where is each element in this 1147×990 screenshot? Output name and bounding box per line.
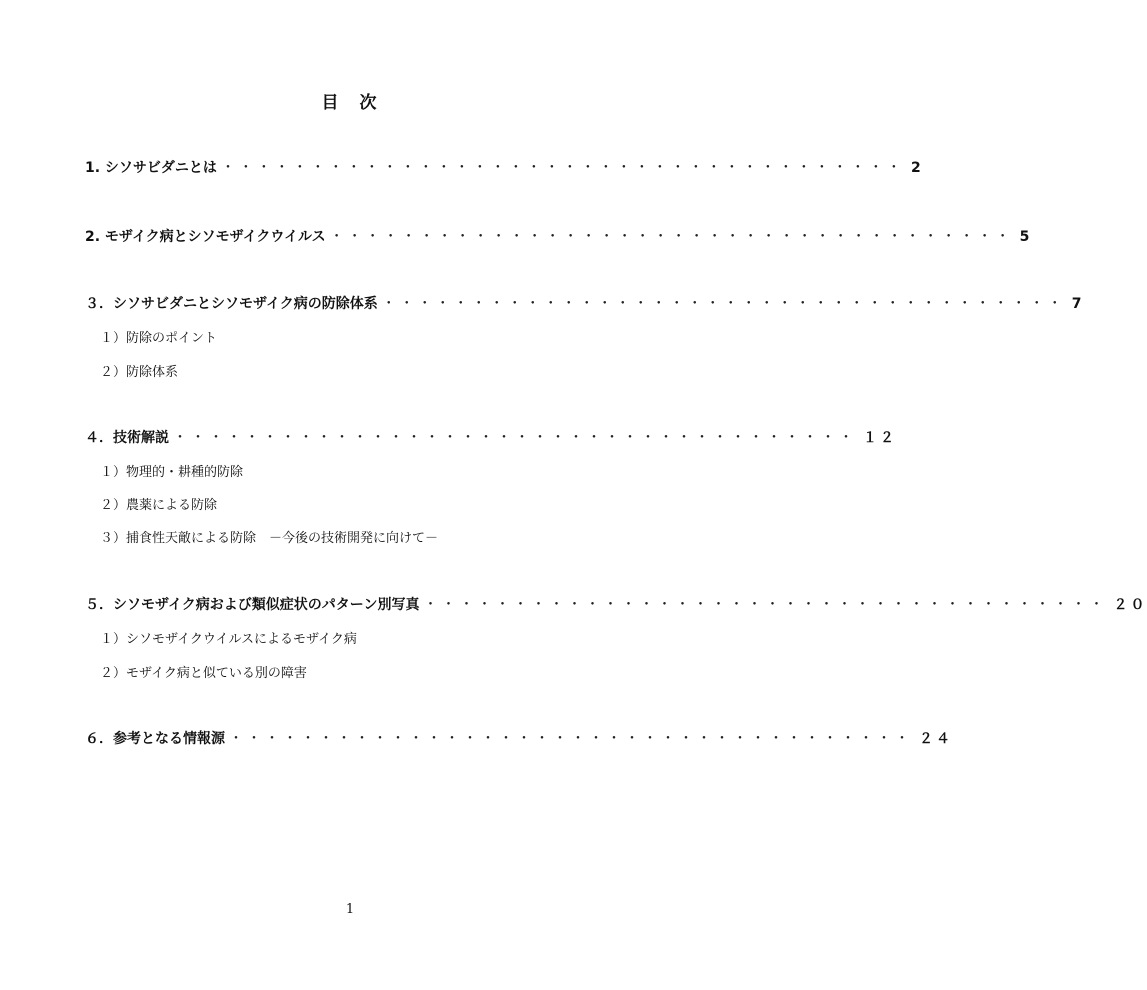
toc-leader-dots: ・・・・・・・・・・・・・・・・・・・・・・・・・・・・・・・・・・・・・・ — [329, 229, 1014, 245]
toc-page-number: ２０ — [1113, 597, 1147, 613]
toc-entry-title: ６．参考となる情報源 — [85, 731, 225, 747]
toc-leader-dots: ・・・・・・・・・・・・・・・・・・・・・・・・・・・・・・・・・・・・・・ — [229, 731, 913, 747]
toc-entry-3[interactable] — [85, 293, 1085, 313]
toc-entry-title: ５．シソモザイク病および類似症状のパターン別写真 — [85, 597, 420, 613]
toc-entry-title: ４．技術解説 — [85, 430, 169, 446]
toc-page-number: 2 — [910, 160, 924, 176]
toc-page-number: 5 — [1019, 229, 1033, 245]
toc-entry-6[interactable] — [85, 728, 953, 748]
toc-page-number: １２ — [863, 430, 897, 446]
toc-page-number: 7 — [1071, 296, 1085, 312]
toc-entry-2[interactable] — [85, 226, 1033, 246]
toc-subentry[interactable]: １）シソモザイクウイルスによるモザイク病 — [100, 632, 357, 647]
toc-entry-4[interactable] — [85, 427, 897, 447]
toc-leader-dots: ・・・・・・・・・・・・・・・・・・・・・・・・・・・・・・・・・・・・・・ — [173, 430, 857, 446]
toc-leader-dots: ・・・・・・・・・・・・・・・・・・・・・・・・・・・・・・・・・・・・・・ — [381, 296, 1066, 312]
toc-subentry[interactable]: １）物理的・耕種的防除 — [100, 465, 244, 480]
toc-entry-1[interactable] — [85, 157, 924, 177]
toc-subentry[interactable]: ３）捕食性天敵による防除 －今後の技術開発に向けて－ — [100, 531, 439, 546]
toc-subentry[interactable]: １）防除のポイント — [100, 331, 218, 346]
page-number: 1 — [345, 902, 355, 917]
toc-leader-dots: ・・・・・・・・・・・・・・・・・・・・・・・・・・・・・・・・・・・・・・ — [423, 597, 1108, 613]
toc-entry-title: 2. モザイク病とシソモザイクウイルス — [85, 229, 326, 245]
toc-leader-dots: ・・・・・・・・・・・・・・・・・・・・・・・・・・・・・・・・・・・・・・ — [220, 160, 905, 176]
toc-subentry[interactable]: ２）防除体系 — [100, 365, 179, 380]
page-title: 目 次 — [321, 93, 379, 113]
toc-entry-5[interactable] — [85, 594, 1147, 614]
toc-entry-title: 1. シソサビダニとは — [85, 160, 217, 176]
toc-entry-title: ３．シソサビダニとシソモザイク病の防除体系 — [85, 296, 378, 312]
toc-page-number: ２４ — [919, 731, 953, 747]
toc-subentry[interactable]: ２）農薬による防除 — [100, 498, 218, 513]
toc-subentry[interactable]: ２）モザイク病と似ている別の障害 — [100, 666, 307, 681]
